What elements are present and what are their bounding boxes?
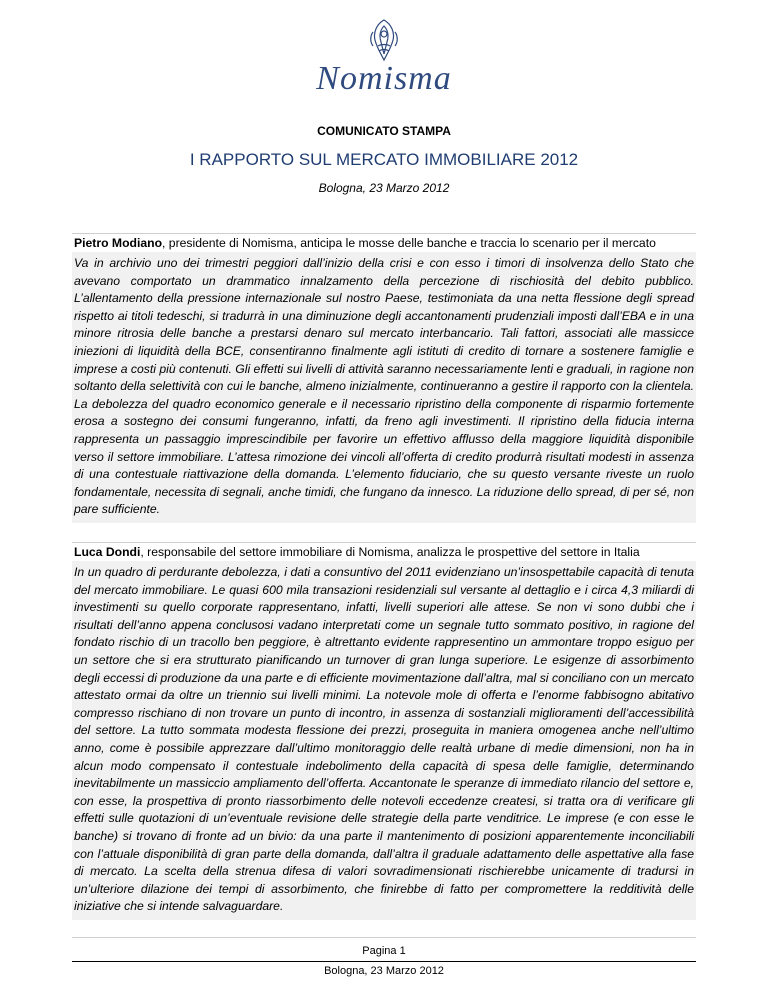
document-date: Bologna, 23 Marzo 2012 <box>318 181 450 195</box>
speaker-name: Pietro Modiano <box>74 236 163 250</box>
press-release-label: COMUNICATO STAMPA <box>317 124 451 138</box>
section-body: In un quadro di perdurante debolezza, i dati a consuntivo del 2011 evidenziano un’insospettabile capacità di tenuta del mercato immobiliare. Le quasi 600 mila transazioni residenziali sul versante al dettaglio e i circa 4,3 miliardi di investimenti su quello corporate rappresentano, infatti, livelli superiori alle attese. Se non vi sono dubbi che i risultati dell’anno appena conclusosi vadano interpretati come un segnale tutto sommato positivo, in ragione del fondato rischio di un tracollo ben peggiore, è altrettanto evidente rappresentino un ammontare troppo esiguo per un settore che si era strutturato pianificando un turnover di gran lunga superiore. Le esigenze di assorbimento degli eccessi di produzione da una parte e di efficiente movimentazione dall’altra, mal si conciliano con un mercato attestato ormai da oltre un triennio sui livelli minimi. La notevole mole di offerta e l’enorme fabbisogno abitativo compresso rischiano di non trovare un punto di incontro, in assenza di sostanziali miglioramenti dell’accessibilità del settore. La tutto sommata modesta flessione dei prezzi, proseguita in maniera omogenea anche nell’ultimo anno, come è possibile apprezzare dall’ultimo monitoraggio delle realtà urbane di medie dimensioni, non ha in alcun modo compensato il contestuale indebolimento della capacità di spesa delle famiglie, determinando inevitabilmente un massiccio ampliamento dell’offerta. Accantonate le speranze di immediato rilancio del settore e, con esse, la prospettiva di pronto riassorbimento delle notevoli eccedenze createsi, si tratta ora di verificare gli effetti sulle quotazioni di un’eventuale revisione delle strategie della parte venditrice. Le imprese (e con esse le banche) si trovano di fronte ad un bivio: da una parte il mantenimento di posizioni apparentemente inconciliabili con l’attuale disponibilità di gran parte della domanda, dall’altra il graduale adattamento delle aspettative alla fase di mercato. La scelta della strenua difesa di valori sovradimensionati rischierebbe unicamente di tradursi in un’ulteriore dilazione dei tempi di assorbimento, che finirebbe di fatto per compromettere la redditività delle iniziative che si intende salvaguardare. <box>72 561 696 920</box>
section-body: Va in archivio uno dei trimestri peggiori dall’inizio della crisi e con esso i timori di insolvenza dello Stato che avevano comportato un drammatico innalzamento della percezione di rischiosità del debito pubblico. L’allentamento della pressione internazionale sul nostro Paese, testimoniata da una netta flessione degli spread rispetto ai titoli tedeschi, si tradurrà in una diminuzione degli accantonamenti prudenziali imposti dall’EBA e in una minore ritrosia delle banche a prestarsi denaro sul mercato interbancario. Tali fattori, associati alle massicce iniezioni di liquidità della BCE, consentiranno finalmente agli istituti di credito di tornare a sostenere famiglie e imprese a costi più contenuti. Gli effetti sui livelli di attività saranno necessariamente lenti e graduali, in ragione non soltanto della selettività con cui le banche, almeno inizialmente, continueranno a gestire il rapporto con la clientela. La debolezza del quadro economico generale e il necessario ripristino della componente di risparmio fortemente erosa a sostegno dei consumi fungeranno, infatti, da freno agli investimenti. Il ripristino della fiducia interna rappresenta un passaggio imprescindibile per favorire un effettivo afflusso della maggiore liquidità disponibile verso il settore immobiliare. L’attesa rimozione dei vincoli all’offerta di credito produrrà risultati modesti in assenza di una contestuale riattivazione della domanda. L’elemento fiduciario, che su questo versante riveste un ruolo fondamentale, necessita di segnali, anche timidi, che fungano da innesco. La riduzione dello spread, di per sé, non pare sufficiente. <box>72 252 696 523</box>
speaker-intro: , presidente di Nomisma, anticipa le mosse delle banche e traccia lo scenario per il mercato <box>162 236 656 250</box>
crest-icon <box>367 18 401 62</box>
footer-divider <box>72 937 696 938</box>
section-modiano <box>72 233 696 523</box>
footer-rule <box>72 961 696 962</box>
section-heading <box>72 233 696 252</box>
logo-wordmark: Nomisma <box>316 60 452 97</box>
speaker-name: Luca Dondi <box>74 545 141 559</box>
section-dondi <box>72 542 696 920</box>
section-heading <box>72 542 696 561</box>
speaker-intro: , responsabile del settore immobiliare di Nomisma, analizza le prospettive del settore in Italia <box>140 545 640 559</box>
document-title: I RAPPORTO SUL MERCATO IMMOBILIARE 2012 <box>189 150 579 169</box>
footer-date: Bologna, 23 Marzo 2012 <box>324 965 444 977</box>
page-number: Pagina 1 <box>362 945 406 957</box>
